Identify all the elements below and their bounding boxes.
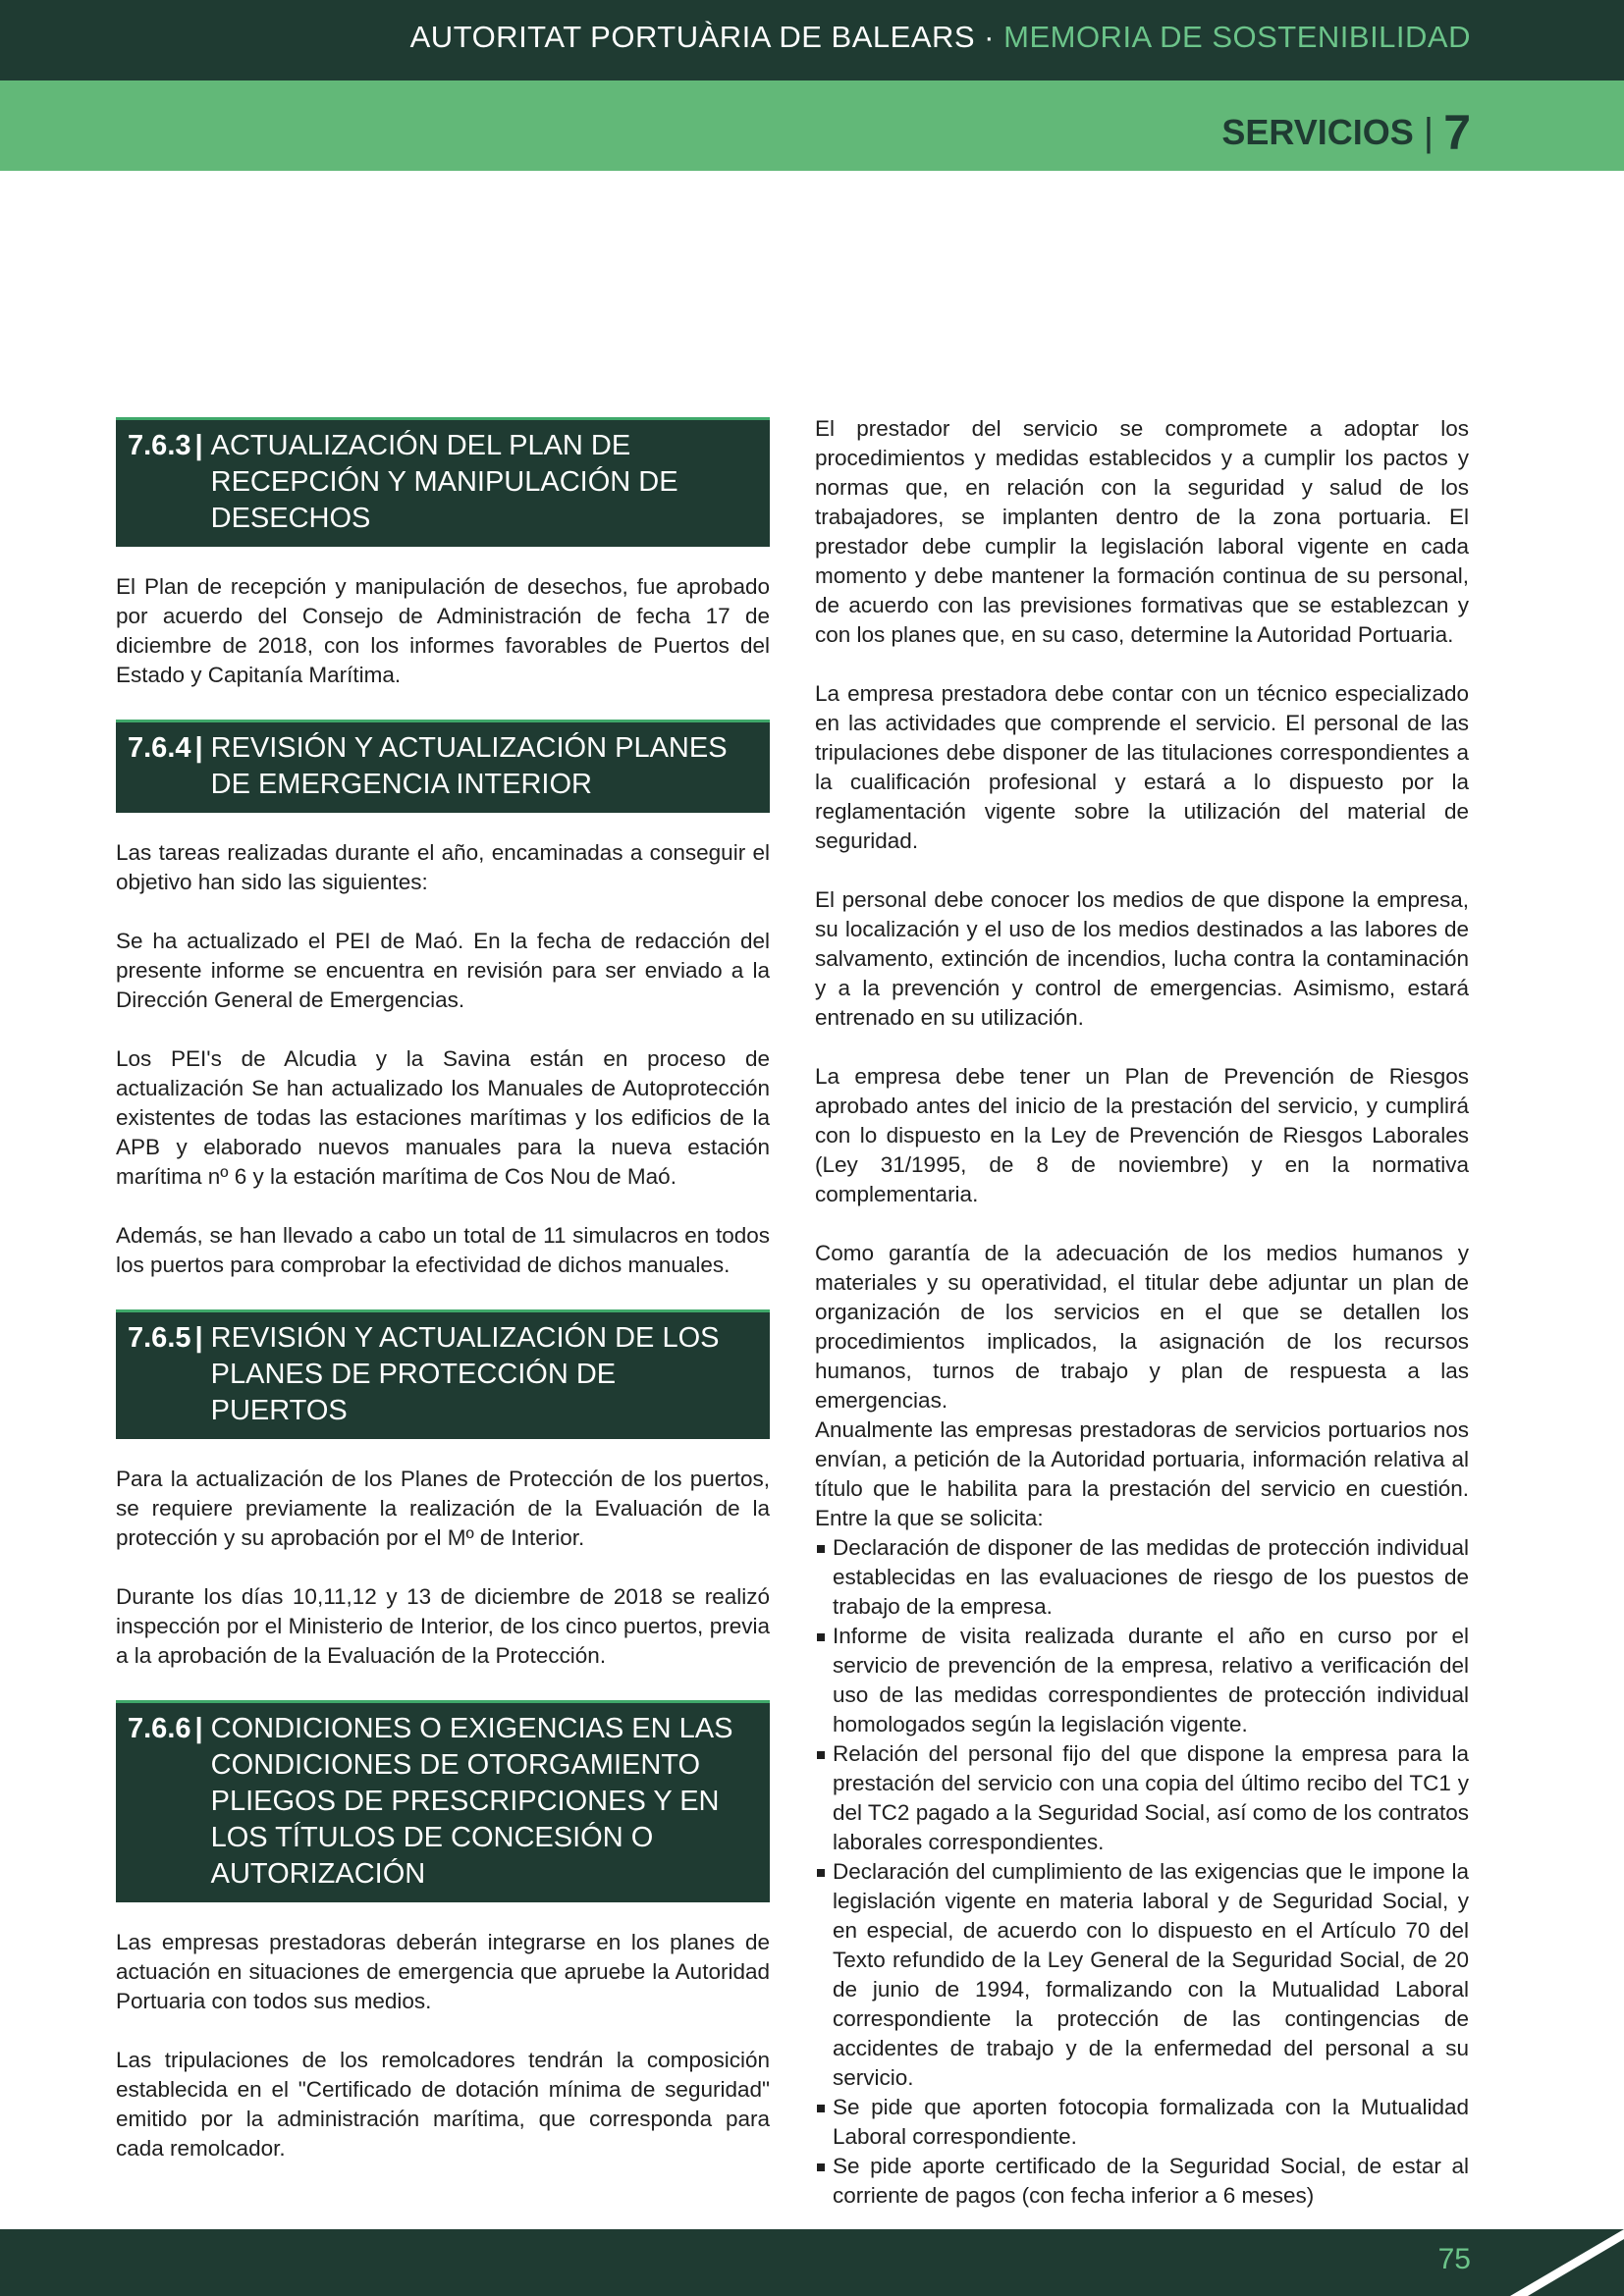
heading-bar: | <box>194 430 203 461</box>
list-item <box>815 1622 1469 1739</box>
bullet-icon <box>817 1869 825 1877</box>
list-item-text: Declaración del cumplimiento de las exigencias que le impone la legislación vigente en materia laboral y de Seguridad Social, y en especial, de acuerdo con lo dispuesto en el Artículo 70 del Texto refundido de la Ley General de la Seguridad Social, de 20 de junio de 1994, formalizando con la Mutualidad Laboral correspondiente la protección de las contingencias de accidentes de trabajo y de la enfermedad del personal a su servicio. <box>833 1859 1469 2090</box>
top-header-bar <box>0 0 1624 80</box>
report-name: MEMORIA DE SOSTENIBILIDAD <box>1003 20 1471 54</box>
paragraph: Durante los días 10,11,12 y 13 de diciembre de 2018 se realizó inspección por el Ministerio de Interior, de los cinco puertos, previa a la aprobación de la Evaluación de la Protección. <box>116 1584 770 1668</box>
heading-number: 7.6.4 <box>128 732 191 764</box>
list-item <box>815 2093 1469 2152</box>
heading-title: ACTUALIZACIÓN DEL PLAN DE RECEPCIÓN Y MANIPULACIÓN DE DESECHOS <box>210 430 678 534</box>
paragraph: Anualmente las empresas prestadoras de servicios portuarios nos envían, a petición de la Autoridad portuaria, información relativa al título que le habilita para la prestación del servicio en cuestión. Entre la que se solicita: <box>815 1417 1469 1530</box>
bullet-icon <box>817 1751 825 1759</box>
list-item-text: Informe de visita realizada durante el año en curso por el servicio de prevención de la empresa, relativo a verificación del uso de las medidas correspondientes de protección individual homologados según la legislación vigente. <box>833 1624 1469 1736</box>
paragraph: El personal debe conocer los medios de que dispone la empresa, su localización y el uso de los medios destinados a las labores de salvamento, extinción de incendios, lucha contra la contaminación y a la prevención y control de emergencias. Asimismo, estará entrenado en su utilización. <box>815 887 1469 1030</box>
list-item <box>815 2152 1469 2211</box>
heading-title: REVISIÓN Y ACTUALIZACIÓN DE LOS PLANES DE PROTECCIÓN DE PUERTOS <box>210 1322 720 1426</box>
bullet-icon <box>817 1633 825 1641</box>
bullet-icon <box>817 1545 825 1553</box>
section-number: 7 <box>1443 105 1471 160</box>
heading-title: CONDICIONES O EXIGENCIAS EN LAS CONDICIONES DE OTORGAMIENTO PLIEGOS DE PRESCRIPCIONES Y EN LOS TÍTULOS DE CONCESIÓN O AUTORIZACIÓN <box>210 1713 733 1890</box>
heading-7-6-6 <box>116 1700 770 1902</box>
heading-number: 7.6.5 <box>128 1322 191 1354</box>
bullet-icon <box>817 2105 825 2112</box>
list-item <box>815 1739 1469 1857</box>
paragraph: Para la actualización de los Planes de Protección de los puertos, se requiere previamente la realización de la Evaluación de la protección y su aprobación por el Mº de Interior. <box>116 1467 770 1550</box>
paragraph: Las empresas prestadoras deberán integrarse en los planes de actuación en situaciones de emergencia que apruebe la Autoridad Portuaria con todos sus medios. <box>116 1930 770 2013</box>
list-item <box>815 1533 1469 1622</box>
bullet-icon <box>817 2163 825 2171</box>
heading-number: 7.6.3 <box>128 430 191 461</box>
heading-number: 7.6.6 <box>128 1713 191 1744</box>
header-title <box>410 20 1471 55</box>
list-item <box>815 1857 1469 2093</box>
left-column <box>116 417 770 2193</box>
paragraph: Las tareas realizadas durante el año, encaminadas a conseguir el objetivo han sido las siguientes: <box>116 840 770 894</box>
paragraph: El prestador del servicio se compromete a adoptar los procedimientos y medidas establecidos y a cumplir los pactos y normas que, en relación con la seguridad y salud de los trabajadores, se implanten dentro de la zona portuaria. El prestador debe cumplir la legislación laboral vigente en cada momento y debe mantener la formación continua de su personal, de acuerdo con las previsiones formativas que se establezcan y con los planes que, en su caso, determine la Autoridad Portuaria. <box>815 416 1469 647</box>
paragraph: Además, se han llevado a cabo un total de 11 simulacros en todos los puertos para comprobar la efectividad de dichos manuales. <box>116 1223 770 1277</box>
title-separator: · <box>975 20 1004 54</box>
paragraph: La empresa debe tener un Plan de Prevención de Riesgos aprobado antes del inicio de la prestación del servicio, y cumplirá con lo dispuesto en la Ley de Prevención de Riesgos Laborales (Ley 31/1995, de 8 de noviembre) y en la normativa complementaria. <box>815 1064 1469 1206</box>
heading-bar: | <box>194 1322 203 1354</box>
corner-stripe-decoration <box>1506 2229 1624 2296</box>
list-item-text: Se pide aporte certificado de la Seguridad Social, de estar al corriente de pagos (con fecha inferior a 6 meses) <box>833 2154 1469 2208</box>
paragraph: Las tripulaciones de los remolcadores tendrán la composición establecida en el "Certificado de dotación mínima de seguridad" emitido por la administración marítima, que corresponda para cada remolcador. <box>116 2048 770 2161</box>
requirements-list <box>815 1533 1469 2211</box>
page-number: 75 <box>1437 2243 1471 2275</box>
section-indicator <box>1221 104 1471 161</box>
heading-bar: | <box>194 732 203 764</box>
list-item-text: Se pide que aporten fotocopia formalizada con la Mutualidad Laboral correspondiente. <box>833 2095 1469 2149</box>
heading-7-6-3 <box>116 417 770 547</box>
right-column <box>815 414 1469 2211</box>
section-header-bar <box>0 80 1624 171</box>
heading-7-6-5 <box>116 1309 770 1439</box>
paragraph: La empresa prestadora debe contar con un técnico especializado en las actividades que comprende el servicio. El personal de las tripulaciones debe disponer de las titulaciones correspondientes a la cualificación profesional y estará a lo dispuesto por la reglamentación vigente sobre la utilización del material de seguridad. <box>815 681 1469 853</box>
footer-bar <box>0 2229 1624 2296</box>
paragraph: Se ha actualizado el PEI de Maó. En la fecha de redacción del presente informe se encuentra en revisión para ser enviado a la Dirección General de Emergencias. <box>116 929 770 1012</box>
org-name: AUTORITAT PORTUÀRIA DE BALEARS <box>409 20 976 54</box>
paragraph: Los PEI's de Alcudia y la Savina están en proceso de actualización Se han actualizado los Manuales de Autoprotección existentes de todas las estaciones marítimas y los edificios de la APB y elaborado nuevos manuales para la nueva estación marítima nº 6 y la estación marítima de Cos Nou de Maó. <box>116 1046 770 1189</box>
heading-7-6-4 <box>116 720 770 813</box>
list-item-text: Relación del personal fijo del que dispone la empresa para la prestación del servicio con una copia del último recibo del TC1 y del TC2 pagado a la Seguridad Social, así como de los contratos laborales correspondientes. <box>833 1741 1469 1854</box>
paragraph: Como garantía de la adecuación de los medios humanos y materiales y su operatividad, el titular debe adjuntar un plan de organización de los servicios en el que se detallen los procedimientos implicados, la asignación de los recursos humanos, turnos de trabajo y plan de respuesta a las emergencias. <box>815 1241 1469 1413</box>
list-item-text: Declaración de disponer de las medidas de protección individual establecidas en las evaluaciones de riesgo de los puestos de trabajo de la empresa. <box>833 1535 1469 1619</box>
heading-bar: | <box>194 1713 203 1744</box>
heading-title: REVISIÓN Y ACTUALIZACIÓN PLANES DE EMERGENCIA INTERIOR <box>210 732 728 800</box>
paragraph: El Plan de recepción y manipulación de desechos, fue aprobado por acuerdo del Consejo de Administración de fecha 17 de diciembre de 2018, con los informes favorables de Puertos del Estado y Capitanía Marítima. <box>116 574 770 687</box>
section-label: SERVICIOS <box>1221 112 1414 152</box>
section-separator: | <box>1423 110 1435 154</box>
